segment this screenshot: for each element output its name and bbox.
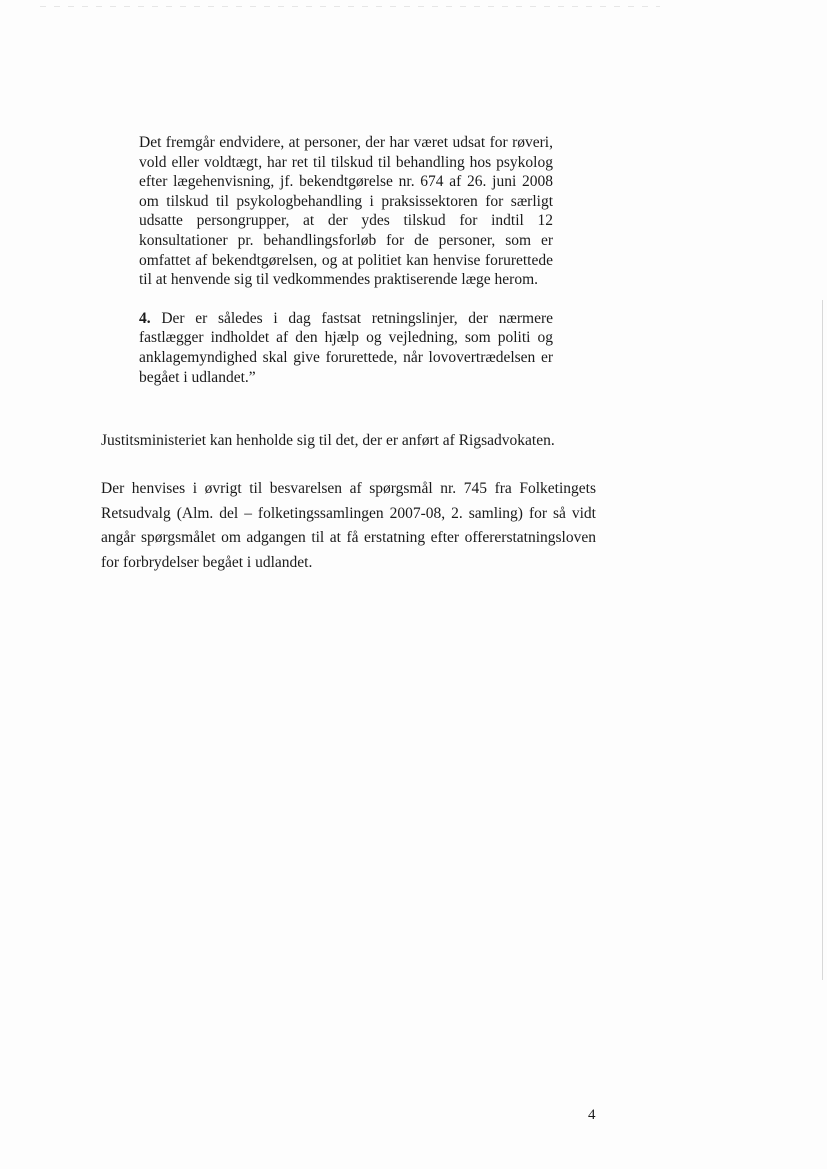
body-paragraph-1: Justitsministeriet kan henholde sig til det, der er anført af Rigsadvokaten. <box>101 432 555 449</box>
page-number: 4 <box>588 1107 596 1123</box>
quote-paragraph-1: Det fremgår endvidere, at personer, der har været udsat for røveri, vold eller voldtægt, har ret til tilskud til behandling hos psykolog efter lægehenvisning, jf. bekendtgørelse nr. 674 af 26. juni 2008 om tilskud til psykologbehandling i praksissektoren for særligt udsatte persongrupper, at der ydes tilskud for indtil 12 konsultationer pr. behandlingsforløb for de personer, som er omfattet af bekendtgørelsen, og at politiet kan henvise forurettede til at henvende sig til vedkommendes praktiserende læge herom. <box>139 134 553 289</box>
scan-artifact-top <box>40 6 660 7</box>
quote-paragraph-2-text: Der er således i dag fastsat retningslinjer, der nærmere fastlægger indholdet af den hjælp og vejledning, som politi og anklagemyndighed skal give forurettede, når lovovertrædelsen er begået i udlandet.” <box>139 309 553 386</box>
quote-paragraph-2 <box>139 309 553 387</box>
scan-artifact-right <box>822 300 823 980</box>
paragraph-number: 4. <box>139 309 151 327</box>
body-paragraph-2: Der henvises i øvrigt til besvarelsen af spørgsmål nr. 745 fra Folketingets Retsudvalg (Alm. del – folketingssamlingen 2007-08, 2. samling) for så vidt angår spørgsmålet om adgangen til at få erstatning efter offererstatningsloven for forbrydelser begået i udlandet. <box>101 480 596 571</box>
quoted-block <box>139 133 553 387</box>
